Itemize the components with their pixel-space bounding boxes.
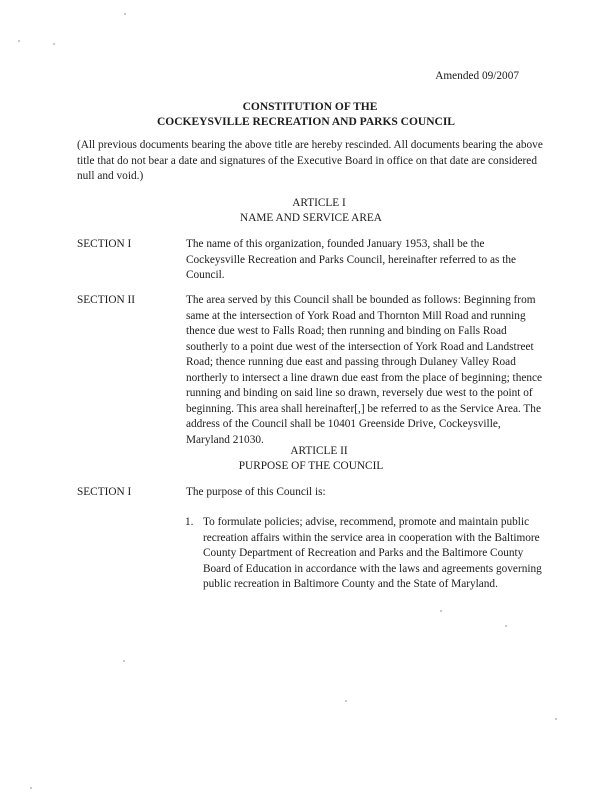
list-item-text: To formulate policies; advise, recommend, promote and maintain public recreation affairs within the service area in cooperation with the Baltimore County Department of Recreation and Parks and the Baltimore County Board of Education in accordance with the laws and agreements governing public recreation in Baltimore County and the State of Maryland. [203, 516, 542, 590]
article-number: ARTICLE II [290, 445, 348, 457]
scan-speck [505, 625, 507, 627]
scan-speck [440, 610, 442, 612]
amended-date: Amended 09/2007 [435, 70, 519, 82]
article-number: ARTICLE I [292, 197, 346, 209]
article-heading [0, 196, 612, 226]
title-line-2: COCKEYSVILLE RECREATION AND PARKS COUNCIL [157, 116, 455, 128]
article-name: NAME AND SERVICE AREA [240, 212, 382, 224]
list-item [185, 515, 555, 593]
section-text: The purpose of this Council is: [186, 486, 326, 498]
list-marker: 1. [185, 516, 194, 528]
scan-speck [345, 700, 347, 702]
title-line-1: CONSTITUTION OF THE [242, 101, 378, 113]
scan-speck [53, 43, 55, 45]
scan-speck [124, 13, 126, 15]
scan-speck [30, 787, 32, 789]
preamble: (All previous documents bearing the above title are hereby rescinded. All documents bearing the above title that do not bear a date and signatures of the Executive Board in office on that date are considered null and void.) [77, 139, 543, 182]
section-label: SECTION II [77, 294, 136, 306]
scan-speck [555, 718, 557, 720]
document-title [0, 100, 612, 130]
section-label: SECTION I [77, 238, 132, 250]
section-text: The name of this organization, founded January 1953, shall be the Cockeysville Recreation and Parks Council, hereinafter referred to as the Council. [186, 238, 516, 281]
scan-speck [18, 40, 20, 42]
article-name: PURPOSE OF THE COUNCIL [238, 460, 384, 472]
scan-speck [123, 660, 125, 662]
section-text: The area served by this Council shall be bounded as follows: Beginning from same at the intersection of York Road and Thornton Mill Road and running thence due west to Falls Road; then running and binding on Falls Road southerly to a point due west of the intersection of York Road and Landstreet Road; thence running due east and passing through Dulaney Valley Road northerly to intersect a line drawn due east from the place of beginning; thence running and binding on said line so drawn, reversely due west to the point of beginning. This area shall hereinafter[,] be referred to as the Service Area. The address of the Council shall be 10401 Greenside Drive, Cockeysville, Maryland 21030. [186, 294, 543, 446]
article-heading [0, 444, 612, 474]
section-label: SECTION I [77, 486, 132, 498]
